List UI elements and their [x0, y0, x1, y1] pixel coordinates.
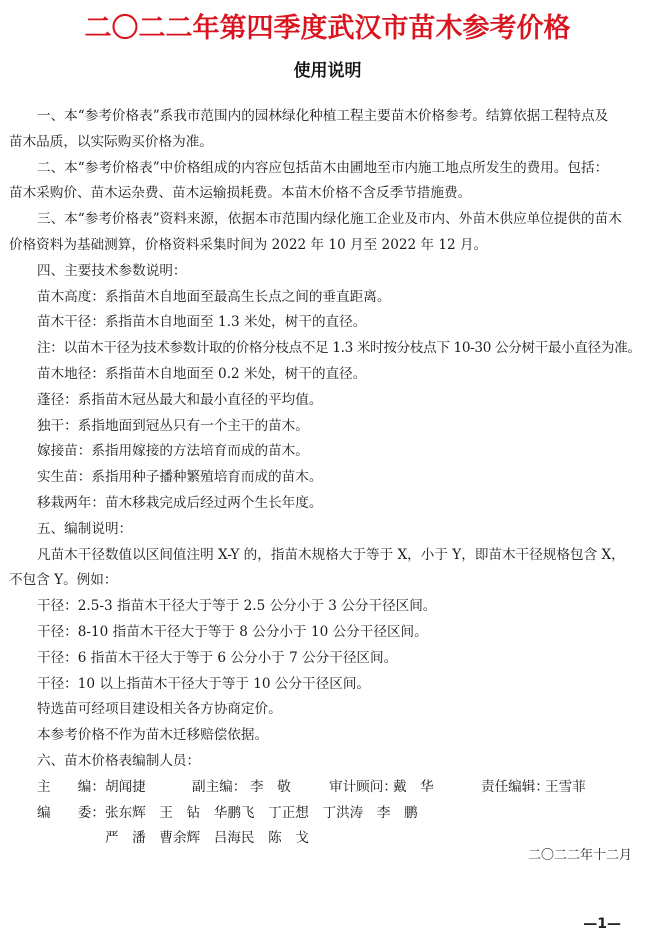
- note-item: 特选苗可经项目建设相关各方协商定价。: [37, 701, 282, 718]
- note-item: 本参考价格不作为苗木迁移赔偿依据。: [37, 727, 269, 744]
- deputy-editor-label: 副主编：: [192, 778, 247, 795]
- chief-editor-label: 主 编：: [37, 778, 105, 795]
- document-subtitle: 使用说明: [293, 61, 362, 81]
- section-5-heading: 五、编制说明：: [37, 520, 133, 537]
- definition-item: 独干：系指地面到冠丛只有一个主干的苗木。: [37, 417, 309, 434]
- section-5-line-2: 不包含 Y。例如：: [9, 572, 118, 589]
- definition-item: 移栽两年：苗木移栽完成后经过两个生长年度。: [37, 494, 323, 511]
- section-5-line-1: 凡苗木干径数值以区间值注明 X-Y 的，指苗木规格大于等于 X，小于 Y，即苗木干径规格包含 X，: [37, 546, 625, 563]
- paragraph-3-line-1: 三、本“参考价格表”资料来源，依据本市范围内绿化施工企业及市内、外苗木供应单位提供的苗木: [37, 211, 622, 228]
- paragraph-2-line-2: 苗木采购价、苗木运杂费、苗木运输损耗费。本苗木价格不含反季节措施费。: [9, 185, 472, 202]
- section-4-heading: 四、主要技术参数说明：: [37, 262, 187, 279]
- paragraph-1-line-2: 苗木品质，以实际购买价格为准。: [9, 133, 213, 150]
- definition-item: 蓬径：系指苗木冠丛最大和最小直径的平均值。: [37, 391, 323, 408]
- committee-label: 编 委：: [37, 804, 105, 821]
- definition-item: 嫁接苗：系指用嫁接的方法培育而成的苗木。: [37, 443, 309, 460]
- definition-item: 苗木地径：系指苗木自地面至 0.2 米处，树干的直径。: [37, 365, 367, 382]
- paragraph-1-line-1: 一、本“参考价格表”系我市范围内的园林绿化种植工程主要苗木价格参考。结算依据工程特点及: [37, 108, 609, 124]
- document-body: [9, 104, 649, 852]
- committee-members-row-1: 张东辉 王 钻 华鹏飞 丁正想 丁洪涛 李 鹏: [105, 804, 418, 821]
- staff-row-editors: [9, 775, 649, 801]
- definition-item: 实生苗：系指用种子播种繁殖培育而成的苗木。: [37, 469, 323, 486]
- definition-item: 苗木干径：系指苗木自地面至 1.3 米处，树干的直径。: [37, 314, 367, 331]
- page-number: —1—: [583, 916, 621, 932]
- section-6-heading: 六、苗木价格表编制人员：: [37, 752, 201, 769]
- audit-advisor-label: 审计顾问：: [329, 778, 397, 795]
- document-title: 二〇二二年第四季度武汉市苗木参考价格: [84, 13, 571, 44]
- chief-editor-name: 胡闻捷: [105, 778, 146, 795]
- paragraph-3-line-2: 价格资料为基础测算，价格资料采集时间为 2022 年 10 月至 2022 年 12 月。: [9, 236, 488, 253]
- responsible-editor-label: 责任编辑：: [481, 778, 549, 795]
- deputy-editor-name: 李 敬: [250, 778, 291, 795]
- example-item: 干径：2.5-3 指苗木干径大于等于 2.5 公分小于 3 公分干径区间。: [37, 598, 437, 615]
- definition-note: 注：以苗木干径为技术参数计取的价格分枝点不足 1.3 米时按分枝点下 10-30 公分树干最小直径为准。: [37, 340, 641, 357]
- audit-advisor-name: 戴 华: [393, 778, 434, 795]
- responsible-editor-name: 王雪菲: [545, 778, 586, 795]
- example-item: 干径：10 以上指苗木干径大于等于 10 公分干径区间。: [37, 675, 371, 692]
- example-item: 干径：6 指苗木干径大于等于 6 公分小于 7 公分干径区间。: [37, 649, 398, 666]
- staff-row-committee: [9, 801, 649, 827]
- paragraph-2-line-1: 二、本“参考价格表”中价格组成的内容应包括苗木由圃地至市内施工地点所发生的费用。包括：: [37, 159, 609, 176]
- document-date: 二〇二二年十二月: [527, 848, 632, 863]
- example-item: 干径：8-10 指苗木干径大于等于 8 公分小于 10 公分干径区间。: [37, 623, 428, 640]
- definition-item: 苗木高度：系指苗木自地面至最高生长点之间的垂直距离。: [37, 288, 391, 305]
- committee-members-row-2: 严 潘 曹余辉 吕海民 陈 戈: [105, 830, 309, 847]
